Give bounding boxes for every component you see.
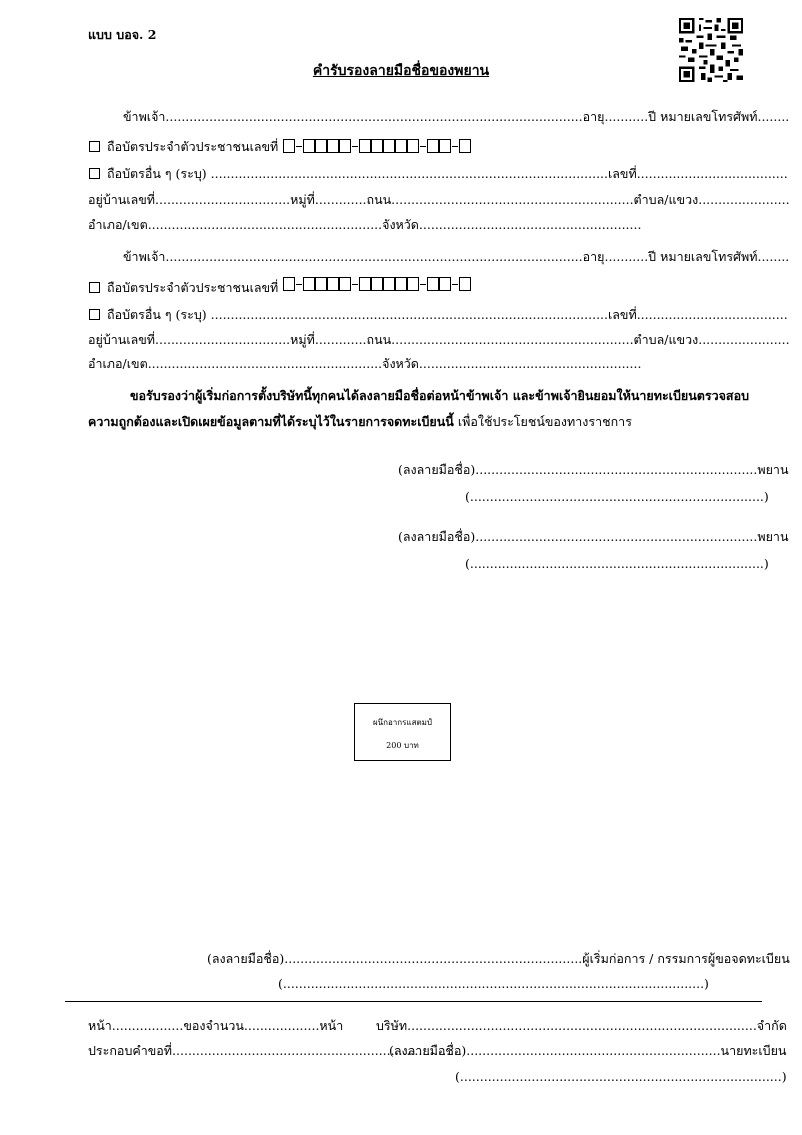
witness-1-printed-name-line: (..........................................................................) — [465, 489, 769, 504]
witness-1-id-number-boxes[interactable] — [283, 138, 471, 154]
witness-2-name-age-phone-line: ข้าพเจ้า.........................................................................................................อายุ...........ปี หมายเลขโทรศัพท์........ — [123, 249, 790, 264]
page-title: คำรับรองลายมือชื่อของพยาน — [312, 63, 490, 79]
registrar-printed-name-line: (.................................................................................) — [455, 1069, 787, 1084]
stamp-amount: 200 บาท — [386, 741, 419, 750]
witness-1-id-card-label: ถือบัตรประจำตัวประชาชนเลขที่ — [107, 139, 279, 154]
certification-line-1: ขอรับรองว่าผู้เริ่มก่อการตั้งบริษัทนี้ทุกคนได้ลงลายมือชื่อต่อหน้าข้าพเจ้า และข้าพเจ้ายินยอมให้นายทะเบียนตรวจสอบ — [130, 388, 750, 403]
witness-2-id-card-label: ถือบัตรประจำตัวประชาชนเลขที่ — [107, 280, 279, 295]
witness-2-other-card-checkbox[interactable] — [89, 309, 100, 320]
stamp-label: ผนึกอากรแสตมป์ — [372, 718, 433, 727]
witness-2-printed-name-line: (..........................................................................) — [465, 556, 769, 571]
witness-1-district-line: อำเภอ/เขต...........................................................จังหวัด........................................................ — [88, 217, 642, 232]
witness-1-address-line: อยู่บ้านเลขที่..................................หมู่ที่.............ถนน.............................................................ตำบล/แขวง....................... — [88, 192, 790, 207]
company-name-line: บริษัท........................................................................................จำกัด — [376, 1018, 787, 1033]
witness-2-other-card-line: ถือบัตรอื่น ๆ (ระบุ) ....................................................................................................เลขที่...................................... — [107, 307, 788, 322]
certification-line-2 — [88, 414, 632, 430]
certification-line-2-rest: เพื่อใช้ประโยชน์ของทางราชการ — [453, 414, 632, 429]
witness-2-id-card-checkbox[interactable] — [89, 282, 100, 293]
revenue-stamp-box — [354, 703, 451, 761]
page-count-line: หน้า..................ของจำนวน...................หน้า — [88, 1018, 344, 1033]
footer-divider — [65, 1001, 762, 1002]
promoter-printed-name-line: (..........................................................................................................) — [278, 976, 709, 991]
witness-2-district-line: อำเภอ/เขต...........................................................จังหวัด........................................................ — [88, 356, 642, 371]
witness-1-other-card-line: ถือบัตรอื่น ๆ (ระบุ) ....................................................................................................เลขที่...................................... — [107, 166, 788, 181]
witness-2-address-line: อยู่บ้านเลขที่..................................หมู่ที่.............ถนน.............................................................ตำบล/แขวง....................... — [88, 332, 790, 347]
certification-line-2-bold: ความถูกต้องและเปิดเผยข้อมูลตามที่ได้ระบุไว้ในรายการจดทะเบียนนี้ — [88, 414, 454, 429]
application-number-line: ประกอบคำขอที่......................................................................... — [88, 1043, 463, 1058]
witness-1-other-card-checkbox[interactable] — [89, 168, 100, 179]
registrar-signature-line: (ลงลายมือชื่อ)................................................................นายทะเบียน — [389, 1043, 787, 1058]
witness-2-signature-line: (ลงลายมือชื่อ).......................................................................พยาน — [398, 529, 789, 544]
promoter-signature-line: (ลงลายมือชื่อ)...........................................................................ผู้เริ่มก่อการ / กรรมการผู้ขอจดทะเบียน — [207, 951, 790, 966]
witness-1-id-card-checkbox[interactable] — [89, 141, 100, 152]
witness-1-name-age-phone-line: ข้าพเจ้า.........................................................................................................อายุ...........ปี หมายเลขโทรศัพท์........ — [123, 109, 790, 124]
witness-2-id-number-boxes[interactable] — [283, 276, 471, 292]
form-code: แบบ บอจ. 2 — [88, 27, 157, 42]
witness-1-signature-line: (ลงลายมือชื่อ).......................................................................พยาน — [398, 462, 789, 477]
